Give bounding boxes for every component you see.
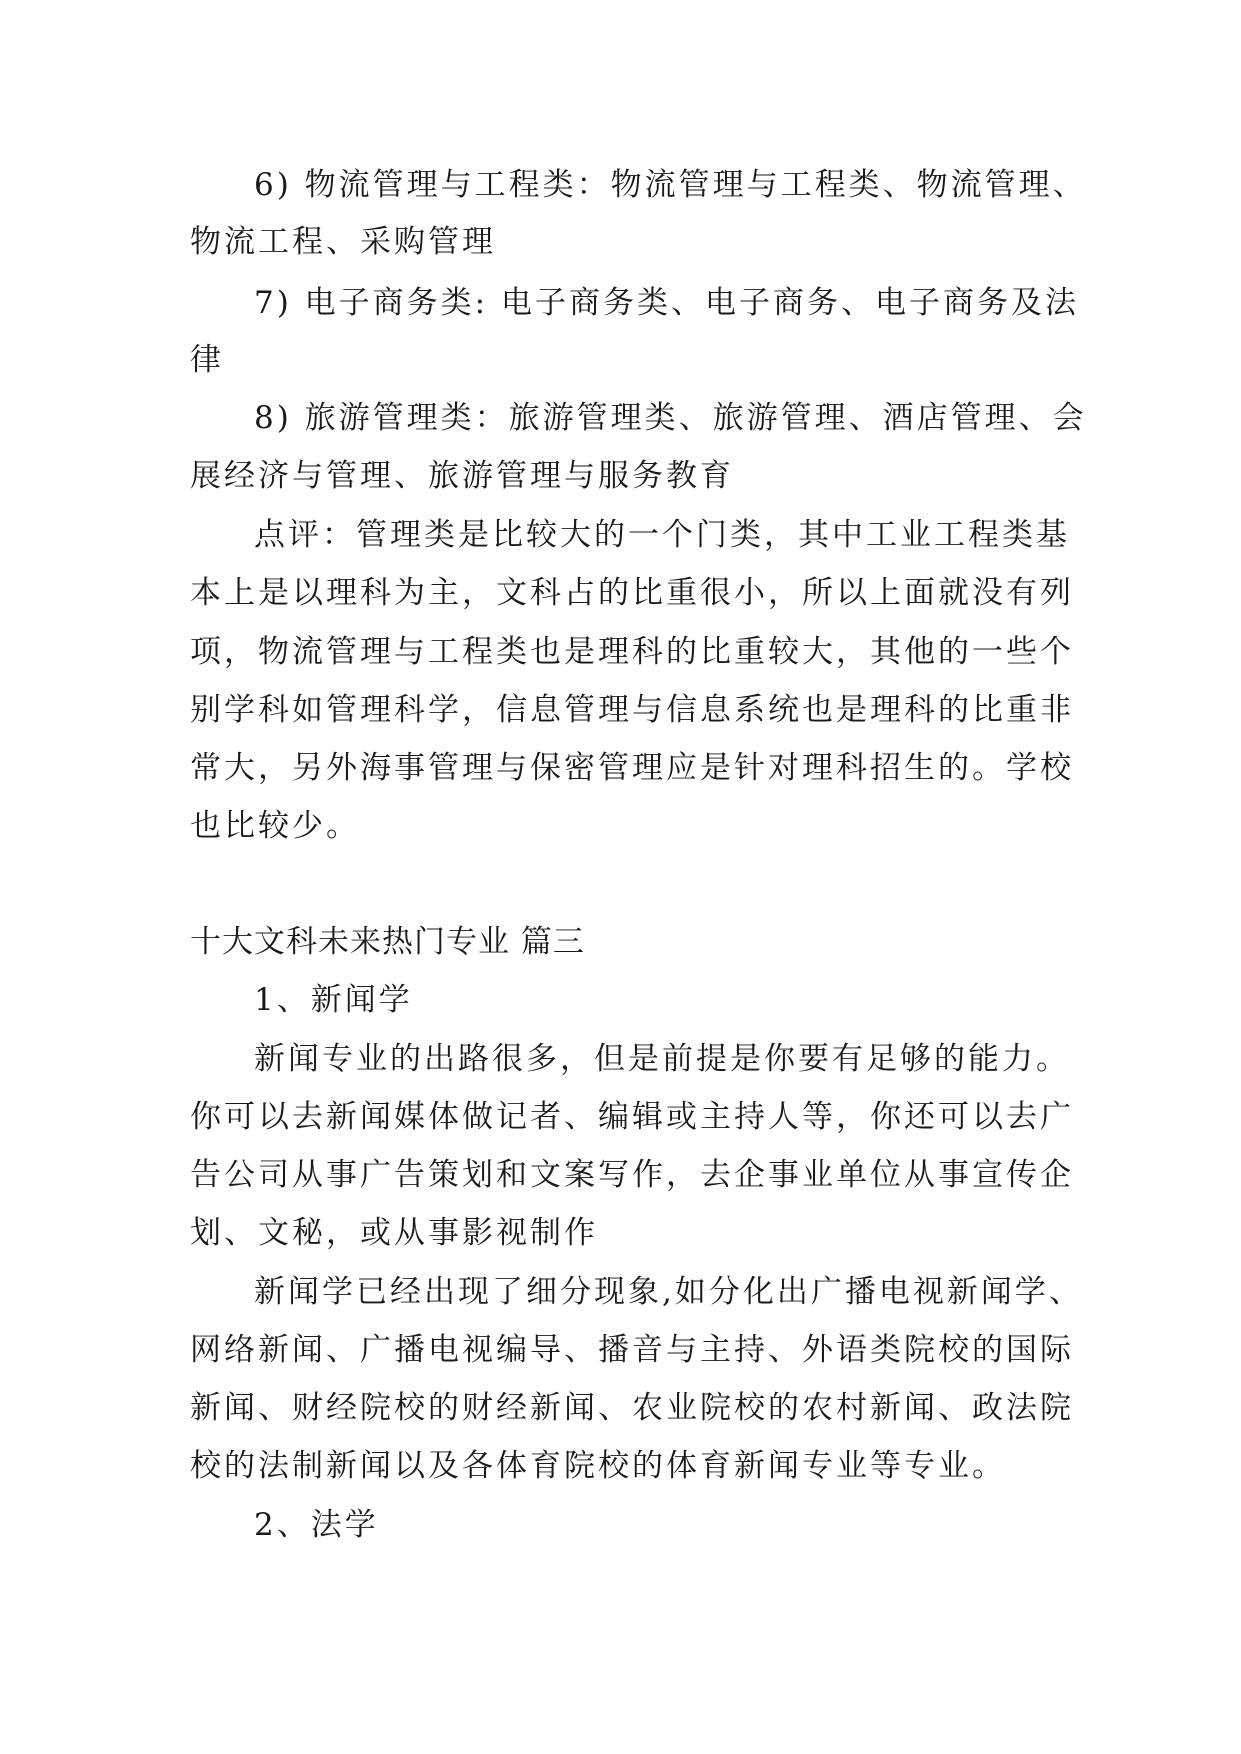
text-line: 网络新闻、广播电视编导、播音与主持、外语类院校的国际 [190,1332,1074,1368]
text-line: 常大，另外海事管理与保密管理应是针对理科招生的。学校 [190,750,1074,786]
text-line: 别学科如管理科学，信息管理与信息系统也是理科的比重非 [190,692,1074,728]
section-heading: 十大文科未来热门专业 篇三 [190,924,585,960]
text-line: 校的法制新闻以及各体育院校的体育新闻专业等专业。 [190,1448,1006,1484]
text-line: 新闻专业的出路很多，但是前提是你要有足够的能力。 [254,1041,1070,1077]
text-line: 8) 旅游管理类：旅游管理类、旅游管理、酒店管理、会 [254,400,1087,436]
text-line: 本上是以理科为主，文科占的比重很小，所以上面就没有列 [190,575,1074,611]
text-line: 项，物流管理与工程类也是理科的比重较大，其他的一些个 [190,634,1074,670]
text-line: 新闻学已经出现了细分现象,如分化出广播电视新闻学、 [254,1274,1083,1310]
text-line: 划、文秘，或从事影视制作 [190,1215,598,1251]
text-line: 点评：管理类是比较大的一个门类，其中工业工程类基 [254,517,1070,553]
text-line: 7) 电子商务类: 电子商务类、电子商务、电子商务及法 [254,285,1079,321]
text-line: 告公司从事广告策划和文案写作，去企事业单位从事宣传企 [190,1157,1074,1193]
subheading: 1、新闻学 [254,982,413,1018]
text-line: 也比较少。 [190,808,360,844]
text-line: 新闻、财经院校的财经新闻、农业院校的农村新闻、政法院 [190,1390,1074,1426]
text-line: 6) 物流管理与工程类：物流管理与工程类、物流管理、 [254,167,1087,203]
text-line: 展经济与管理、旅游管理与服务教育 [190,458,734,494]
text-line: 律 [190,342,224,378]
text-line: 物流工程、采购管理 [190,224,496,260]
subheading: 2、法学 [254,1507,379,1543]
text-line: 你可以去新闻媒体做记者、编辑或主持人等，你还可以去广 [190,1099,1074,1135]
